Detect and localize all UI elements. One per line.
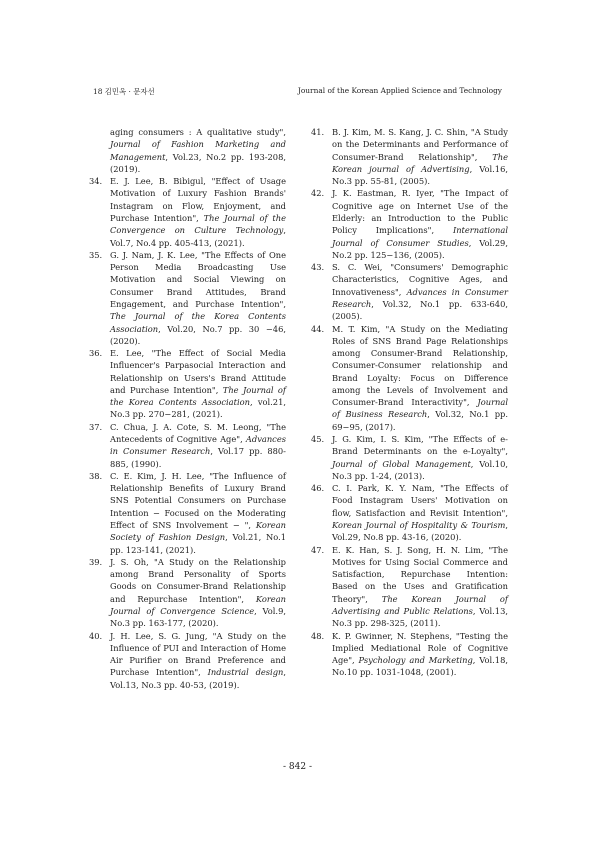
journal-name: The Korean journal of Advertising [332,151,508,174]
reference-text: C. I. Park, K. Y. Nam, "The Effects of Food Instagram Users' Motivation on flow, Satisfaction and Revisit Intention", Korean Journal of Hospitality & Tourism, Vol.29, No.8 pp. 43-16, (2020). [332,483,508,543]
journal-name: Industrial design [207,667,284,678]
journal-name: The Korean Journal of Advertising and Public Relations [332,593,508,616]
journal-name: The Journal of the Convergence on Culture Technology [110,212,286,236]
reference-number: 42. [311,188,325,199]
reference-text: B. J. Kim, M. S. Kang, J. C. Shin, "A Study on the Determinants and Performance of Consumer-Brand Relationship", The Korean journal of Advertising, Vol.16, No.3 pp. 55-81, (2005). [332,127,508,187]
reference-item [311,482,508,543]
reference-text: C. E. Kim, J. H. Lee, "The Influence of Relationship Benefits of Luxury Brand SNS Potential Consumers on Purchase Intention − Focused on the Moderating Effect of SNS Involvement − ", Korean Society of Fashion Design, Vol.21, No.1 pp. 123-141, (2021). [110,470,286,555]
reference-item [89,347,286,421]
reference-item [89,556,286,630]
reference-item [89,421,286,470]
reference-number: 36. [89,348,103,359]
journal-name: Korean Society of Fashion Design [110,520,286,543]
reference-number: 48. [311,630,325,641]
journal-name: Advances in Consumer Research [332,286,508,309]
reference-list-right [311,126,508,679]
reference-item [311,261,508,322]
journal-name: The Journal of the Korea Contents Association [110,311,286,334]
reference-number: 43. [311,262,325,273]
reference-item [89,470,286,556]
reference-number: 45. [311,434,325,445]
reference-text: E. K. Han, S. J. Song, H. N. Lim, "The Motives for Using Social Commerce and Satisfaction, Repurchase Intention: Based on the Uses and Gratification Theory", The Korean Journal of Advertising and Public Relations, Vol.13, No.3 pp. 298-325, (2011). [332,544,508,629]
reference-item [89,175,286,249]
reference-item [311,126,508,187]
reference-number: 40. [89,630,103,641]
reference-text: C. Chua, J. A. Cote, S. M. Leong, "The Antecedents of Cognitive Age", Advances in Consumer Research, Vol.17 pp. 880-885, (1990). [110,421,286,469]
reference-text: K. P. Gwinner, N. Stephens, "Testing the Implied Mediational Role of Cognitive Age", Psychology and Marketing, Vol.18, No.10 pp. 1031-1048, (2001). [332,630,508,678]
reference-text: G. J. Nam, J. K. Lee, "The Effects of One Person Media Broadcasting Use Motivation and Social Viewing on Consumer Brand Attitudes, Brand Engagement, and Purchase Intention", The Journal of the Korea Contents Association, Vol.20, No.7 pp. 30 −46, (2020). [110,249,286,346]
reference-number: 46. [311,483,325,494]
journal-name: Advances in Consumer Research [110,434,286,457]
journal-name: Psychology and Marketing [358,655,473,666]
reference-text: J. G. Kim, I. S. Kim, "The Effects of e-Brand Determinants on the e-Loyalty", Journal of Global Management, Vol.10, No.3 pp. 1-24, (2013). [332,434,508,481]
running-header [93,86,502,98]
reference-text: J. K. Eastman, R. Iyer, "The Impact of Cognitive age on Internet Use of the Elderly: an Introduction to the Public Policy Implications", International Journal of Consumer Studies, Vol.29, No.2 pp. 125−136, (2005). [332,188,508,260]
reference-column-right [311,126,508,679]
journal-name: Korean Journal of Convergence Science [110,593,286,616]
reference-column-left [89,126,286,691]
reference-item [89,630,286,691]
reference-list-left [89,175,286,691]
reference-number: 47. [311,544,325,555]
reference-text: J. H. Lee, S. G. Jung, "A Study on the Influence of PUI and Interaction of Home Air Purifier on Brand Preference and Purchase Intention", Industrial design, Vol.13, No.3 pp. 40-53, (2019). [110,630,287,690]
reference-item [311,630,508,679]
reference-number: 41. [311,127,325,137]
reference-number: 35. [89,249,103,260]
journal-name: Journal of Global Management [332,458,471,469]
reference-text: J. S. Oh, "A Study on the Relationship among Brand Personality of Sports Goods on Consumer-Brand Relationship and Repurchase Intention", Korean Journal of Convergence Science, Vol.9, No.3 pp. 163-177, (2020). [110,556,286,629]
journal-name: Korean Journal of Hospitality & Tourism [332,520,506,530]
page-number: - 842 - [283,762,312,772]
reference-item [89,249,286,347]
journal-name: International Journal of Consumer Studies [332,225,508,248]
reference-item [311,544,508,630]
reference-number: 37. [89,421,103,432]
reference-continuation: aging consumers : A qualitative study", Journal of Fashion Marketing and Management, Vol.23, No.2 pp. 193-208, (2019). [110,127,286,174]
header-author-info: 18 김민옥 · 문자선 [93,87,155,96]
reference-item [311,323,508,434]
reference-text: E. Lee, "The Effect of Social Media Influencer's Parpasocial Interaction and Relationship on Users's Brand Attitude and Purchase Intention", The Journal of the Korea Contents Association, vol.21, No.3 pp. 270−281, (2021). [110,348,287,420]
reference-text: S. C. Wei, "Consumers' Demographic Characteristics, Cognitive Ages, and Innovativeness", Advances in Consumer Research, Vol.32, No.1 pp. 633-640, (2005). [332,262,508,322]
reference-text: E. J. Lee, B. Bibigul, "Effect of Usage Motivation of Luxury Fashion Brands' Instagram on Flow, Enjoyment, and Purchase Intention", The Journal of the Convergence on Culture Technology, Vol.7, No.4 pp. 405-413, (2021). [110,176,286,248]
header-journal-title: Journal of the Korean Applied Science and Technology [297,86,502,95]
journal-name: The Journal of the Korea Contents Association [110,384,287,408]
journal-name: Journal of Fashion Marketing and Management [110,139,286,162]
reference-number: 44. [311,323,325,334]
reference-text: M. T. Kim, "A Study on the Mediating Roles of SNS Brand Page Relationships among Consumer-Brand Relationship, Consumer-Consumer relationship and Brand Loyalty: Focus on Difference among the Levels of Involvement and Consumer-Brand Interactivity", Journal of Business Research, Vol.32, No.1 pp. 69−95, (2017). [332,323,508,432]
reference-number: 34. [89,176,103,187]
reference-item [311,187,508,261]
journal-name: Journal of Business Research [332,397,508,420]
reference-number: 39. [89,556,103,567]
reference-item [311,433,508,482]
reference-number: 38. [89,470,103,481]
